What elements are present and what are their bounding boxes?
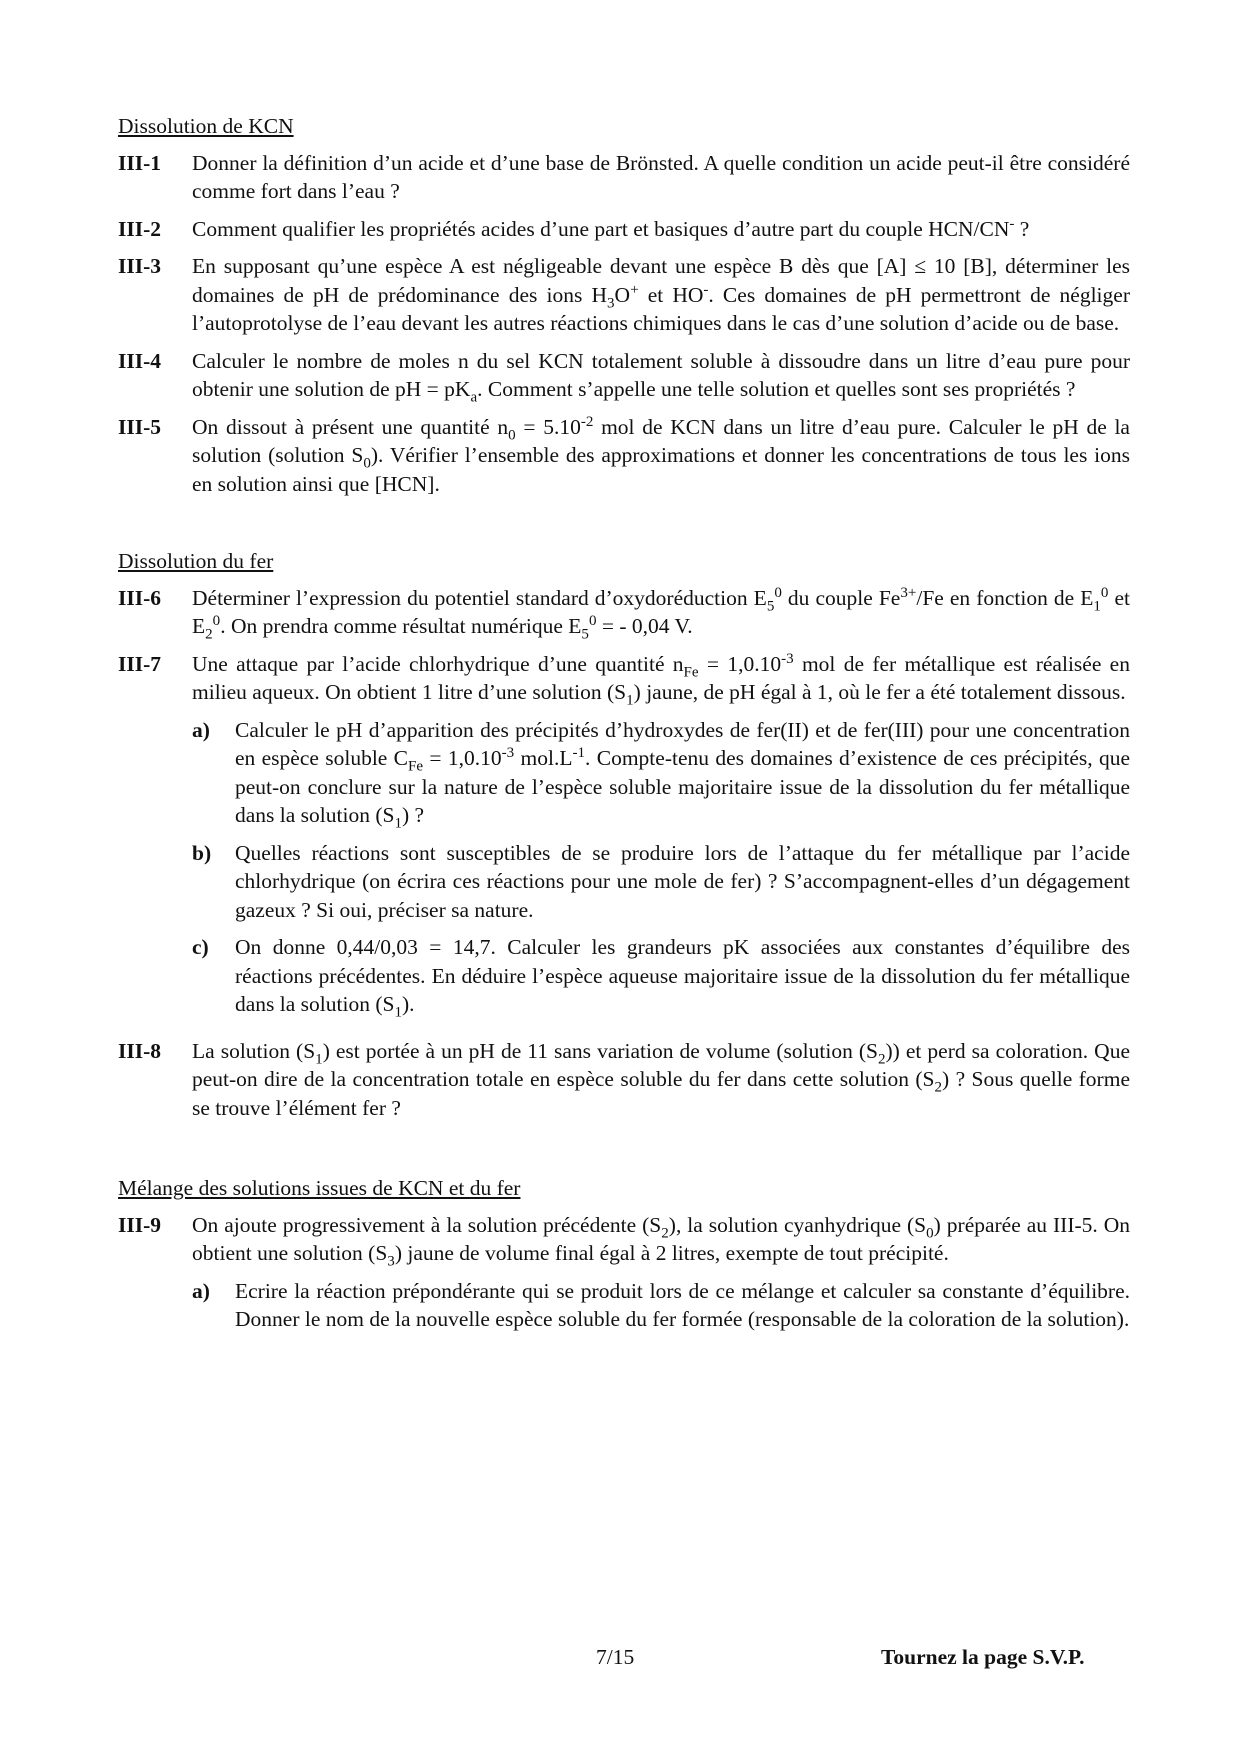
sub-question-text: On donne 0,44/0,03 = 14,7. Calculer les grandeurs pK associées aux constantes d’équilibre des réactions précédentes. En déduire l’espèce aqueuse majoritaire issue de la dissolution du fer métallique dans la solution $(S_1)$. [235, 935, 1130, 1021]
section-heading-fer: Dissolution du fer [118, 549, 274, 573]
question-iii-9 [118, 1211, 1130, 1343]
sub-question-label: a) [192, 717, 210, 742]
question-text: En supposant qu’une espèce A est négligeable devant une espèce B dès que [A] ≤ 10 [B], déterminer les domaines de pH de prédominance des ions $H_3O^+$ et HO-. Ces domaines de pH permettront de négliger l’autoprotolyse de l’eau devant les autres réactions chimiques dans le cas d’une solution d’acide ou de base. [192, 254, 1130, 335]
question-iii-7 [118, 650, 1130, 1028]
sub-question-label: c) [192, 935, 209, 959]
sub-question-label: a) [192, 1278, 210, 1303]
question-number: III-2 [118, 216, 162, 241]
question-number: III-7 [118, 651, 162, 676]
section-heading-melange: Mélange des solutions issues de KCN et du fer [118, 1176, 521, 1200]
question-text: Donner la définition d’un acide et d’une base de Brönsted. A quelle condition un acide peut-il être considéré comme fort dans l’eau ? [192, 150, 1130, 203]
question-text: Une attaque par l’acide chlorhydrique d’une quantité $n_{Fe} = 1,0.10^{-3}$ mol de fer métallique est réalisée en milieu aqueux. On obtient 1 litre d’une solution $(S_1)$ jaune, de pH égal à 1, où le fer a été totalement dissous. a) Calculer le pH d’apparition des précipités d’hydroxydes de fer(II) et de fer(III) pour une concentration en espèce soluble $C_{Fe} = 1,0.10^{-3}$ $mol.L^{-1}$. Compte-tenu des domaines d’existence de ces précipités, que peut-on conclure sur la nature de l’espèce soluble majoritaire issue de la dissolution du fer métallique dans la solution $(S_1)$ ? b) Quelles réactions sont susceptibles de se produire lors de l’attaque du fer métallique par l’acide chlorhydrique (on écrira ces réactions pour une mole de fer) ? S’accompagnent-elles d’un dégagement gazeux ? Si oui, préciser sa nature. c) On donne 0,44/0,03 = 14,7. Calculer les grandeurs pK associées aux constantes d’équilibre des réactions précédentes. En déduire l’espèce aqueuse majoritaire issue de la dissolution du fer métallique dans la solution $(S_1)$. [192, 650, 1130, 1021]
question-iii-4 [118, 347, 1130, 404]
question-iii-8 [118, 1037, 1130, 1123]
sub-question-b [192, 839, 1130, 925]
question-iii-1 [118, 149, 1130, 206]
sub-question-label: b) [192, 840, 212, 865]
sub-question-text: Calculer le pH d’apparition des précipités d’hydroxydes de fer(II) et de fer(III) pour une concentration en espèce soluble $C_{Fe} = 1,0.10^{-3}$ $mol.L^{-1}$. Compte-tenu des domaines d’existence de ces précipités, que peut-on conclure sur la nature de l’espèce soluble majoritaire issue de la dissolution du fer métallique dans la solution $(S_1)$ ? [235, 717, 1130, 832]
question-number: III-8 [118, 1038, 162, 1063]
sub-question-text: Quelles réactions sont susceptibles de se produire lors de l’attaque du fer métallique par l’acide chlorhydrique (on écrira ces réactions pour une mole de fer) ? S’accompagnent-elles d’un dégagement gazeux ? Si oui, préciser sa nature. [235, 840, 1130, 922]
question-text: On ajoute progressivement à la solution précédente $(S_2)$, la solution cyanhydrique $(S_0)$ préparée au III-5. On obtient une solution $(S_3)$ jaune de volume final égal à 2 litres, exempte de tout précipité. a) Ecrire la réaction prépondérante qui se produit lors de ce mélange et calculer sa constante d’équilibre. Donner le nom de la nouvelle espèce soluble du fer formée (responsable de la coloration de la solution). [192, 1211, 1130, 1343]
page-number: 7/15 [596, 1645, 635, 1669]
sub-question-a [192, 716, 1130, 830]
question-text: On dissout à présent une quantité $n_0 = 5.10^{-2}$ mol de KCN dans un litre d’eau pure. Calculer le pH de la solution (solution $S_0$). Vérifier l’ensemble des approximations et donner les concentrations de tous les ions en solution ainsi que [HCN]. [192, 413, 1130, 496]
question-number: III-4 [118, 348, 162, 373]
question-iii-5 [118, 413, 1130, 499]
turn-page-note: Tournez la page S.V.P. [881, 1645, 1085, 1669]
question-text: Comment qualifier les propriétés acides d’une part et basiques d’autre part du couple HCN/CN- ? [192, 215, 1030, 241]
question-iii-2 [118, 215, 1130, 244]
question-iii-3 [118, 252, 1130, 338]
question-number: III-3 [118, 254, 162, 278]
question-number: III-1 [118, 150, 162, 175]
page-content [118, 112, 1130, 1352]
question-number: III-9 [118, 1212, 162, 1237]
sub-question-text: Ecrire la réaction prépondérante qui se produit lors de ce mélange et calculer sa constante d’équilibre. Donner le nom de la nouvelle espèce soluble du fer formée (responsable de la coloration de la solution). [235, 1278, 1130, 1331]
question-text: La solution $(S_1)$ est portée à un pH de 11 sans variation de volume (solution $(S_2)$) et perd sa coloration. Que peut-on dire de la concentration totale en espèce soluble du fer dans cette solution $(S_2)$ ? Sous quelle forme se trouve l’élément fer ? [192, 1038, 1130, 1120]
sub-question-a [192, 1277, 1130, 1334]
question-text: Calculer le nombre de moles n du sel KCN totalement soluble à dissoudre dans un litre d’eau pure pour obtenir une solution de pH = $pK_a$. Comment s’appelle une telle solution et quelles sont ses propriétés ? [192, 348, 1130, 406]
section-heading-kcn: Dissolution de KCN [118, 114, 294, 138]
question-text: Déterminer l’expression du potentiel standard d’oxydoréduction $E_5^0$ du couple $Fe^{3+}/Fe$ en fonction de $E_1^0$ et $E_2^0$. On prendra comme résultat numérique $E_5^0$ = - 0,04 V. [192, 584, 1130, 643]
question-iii-6 [118, 584, 1130, 641]
sub-question-c [192, 933, 1130, 1019]
question-number: III-6 [118, 585, 162, 610]
question-number: III-5 [118, 414, 162, 439]
